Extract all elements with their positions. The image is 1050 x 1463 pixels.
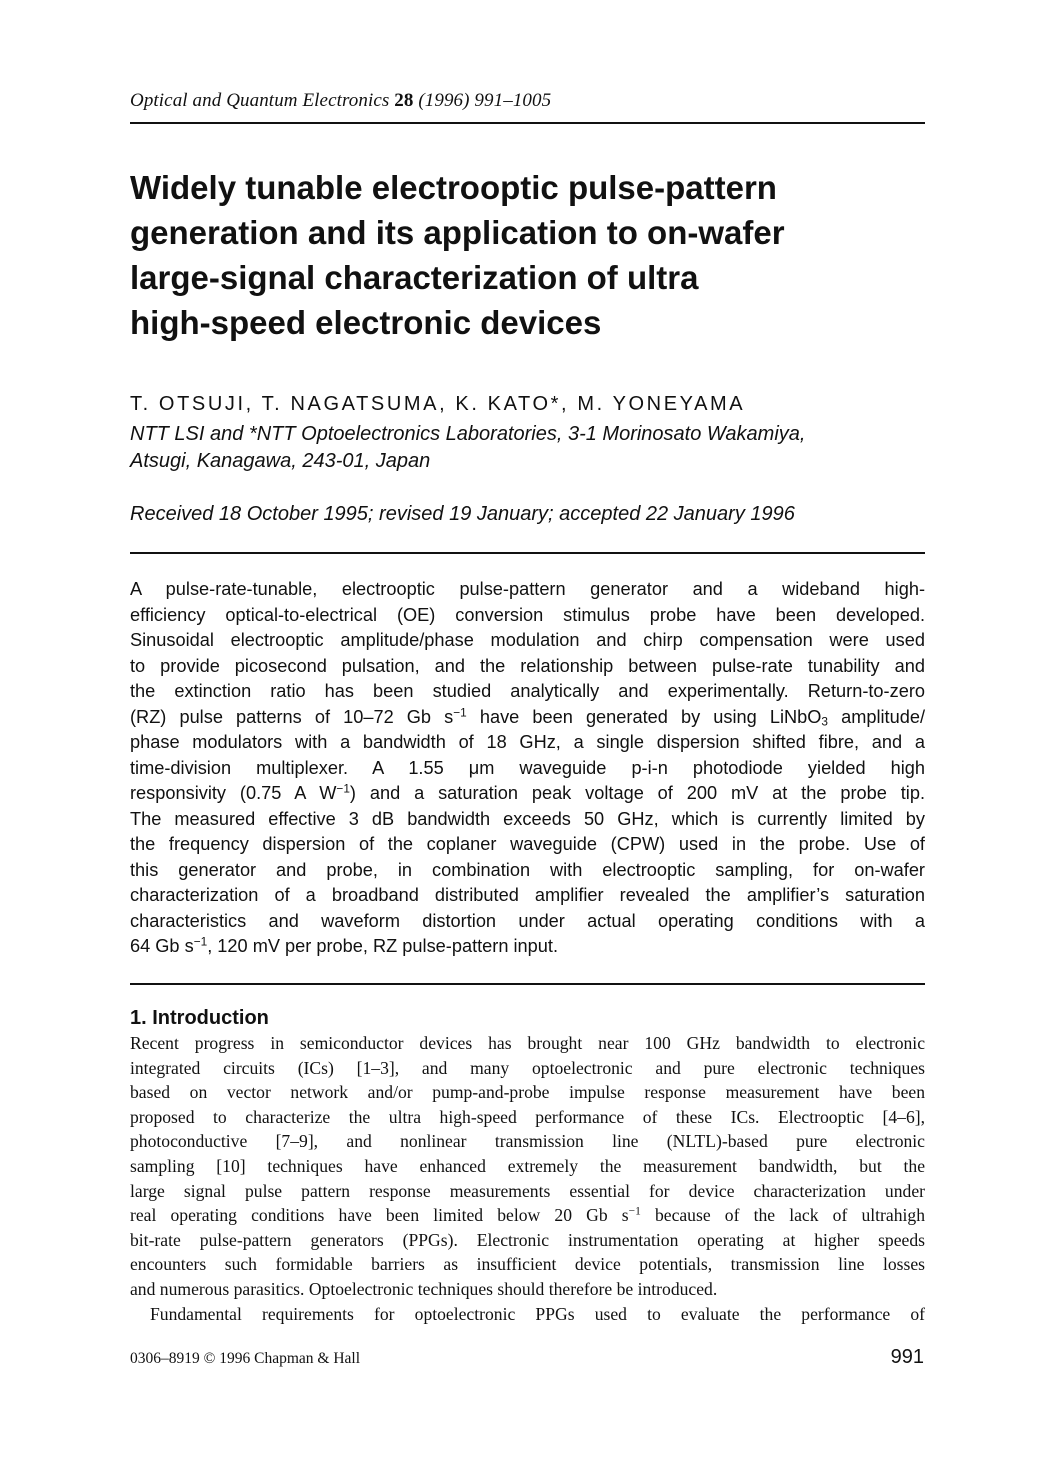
abstract-line: Sinusoidal electrooptic amplitude/phase modulation and chirp compensation were used (130, 630, 925, 650)
abstract-line: phase modulators with a bandwidth of 18 GHz, a single dispersion shifted fibre, and a (130, 732, 925, 752)
section-heading: 1. Introduction (130, 1007, 269, 1029)
body-text: because of the lack of ultrahigh (640, 1205, 925, 1226)
abstract-text: amplitude/ (827, 706, 925, 727)
introduction-body (130, 1031, 925, 1326)
abstract-line (130, 705, 925, 731)
issn-copyright: 0306–8919 © 1996 Chapman & Hall (130, 1350, 361, 1367)
abstract-text: , 120 mV per probe, RZ pulse-pattern input. (207, 936, 559, 956)
body-line: and numerous parasitics. Optoelectronic techniques should therefore be introduced. (130, 1278, 718, 1299)
abstract-text: 64 Gb s (130, 936, 194, 956)
abstract-line: efficiency optical-to-electrical (OE) conversion stimulus probe have been developed. (130, 604, 925, 625)
page-number: 991 (890, 1346, 924, 1368)
journal-volume: 28 (394, 90, 414, 111)
body-line: bit-rate pulse-pattern generators (PPGs). Electronic instrumentation operating at higher speeds (130, 1229, 925, 1250)
abstract-line: characterization of a broadband distributed amplifier revealed the amplifier’s saturation (130, 885, 925, 905)
abstract (130, 577, 925, 960)
body-line: Recent progress in semiconductor devices has brought near 100 GHz bandwidth to electronic (130, 1033, 925, 1053)
abstract-text: have been generated by using LiNbO (466, 706, 822, 727)
abstract-line (130, 781, 925, 807)
abstract-line: the frequency dispersion of the coplaner waveguide (CPW) used in the probe. Use of (130, 834, 925, 854)
body-text: real operating conditions have been limited below 20 Gb s (130, 1205, 629, 1226)
body-line: large signal pulse pattern response measurements essential for device characterization under (130, 1180, 925, 1201)
affiliation-line: NTT LSI and *NTT Optoelectronics Laboratories, 3-1 Morinosato Wakamiya, (130, 423, 806, 445)
abstract-line: time-division multiplexer. A 1.55 μm waveguide p-i-n photodiode yielded high (130, 757, 925, 778)
abstract-line: to provide picosecond pulsation, and the relationship between pulse-rate tunability and (130, 655, 925, 676)
abstract-line: The measured effective 3 dB bandwidth exceeds 50 GHz, which is currently limited by (130, 808, 925, 829)
journal-citation (130, 90, 551, 112)
body-line: encounters such formidable barriers as insufficient device potentials, transmission line losses (130, 1254, 925, 1275)
title-line: Widely tunable electrooptic pulse-pattern (130, 169, 777, 206)
body-line: Fundamental requirements for optoelectronic PPGs used to evaluate the performance of (150, 1303, 925, 1324)
abstract-line: this generator and probe, in combination with electrooptic sampling, for on-wafer (130, 859, 925, 880)
superscript: −1 (193, 934, 208, 949)
abstract-text: responsivity (0.75 A W (130, 783, 337, 803)
abstract-line: A pulse-rate-tunable, electrooptic pulse-pattern generator and a wideband high- (130, 579, 925, 599)
affiliation (130, 421, 805, 475)
abstract-text: ) and a saturation peak voltage of 200 mV at the probe tip. (349, 783, 925, 803)
title-line: generation and its application to on-wafer (130, 214, 785, 251)
body-line: based on vector network and/or pump-and-probe impulse response measurement have been (130, 1082, 925, 1103)
body-line (130, 1203, 925, 1228)
abstract-bottom-rule (130, 983, 925, 985)
superscript: −1 (336, 781, 350, 796)
body-line: photoconductive [7–9], and nonlinear transmission line (NLTL)-based pure electronic (130, 1131, 925, 1152)
paper-title (130, 165, 930, 345)
body-line: sampling [10] techniques have enhanced extremely the measurement bandwidth, but the (130, 1155, 925, 1176)
superscript: −1 (628, 1205, 641, 1218)
header-rule (130, 122, 925, 124)
title-line: large-signal characterization of ultra (130, 259, 699, 296)
author-list: T. OTSUJI, T. NAGATSUMA, K. KATO*, M. YONEYAMA (130, 393, 746, 415)
abstract-line: characteristics and waveform distortion under actual operating conditions with a (130, 910, 925, 931)
abstract-line: the extinction ratio has been studied analytically and experimentally. Return-to-zero (130, 681, 925, 701)
affiliation-line: Atsugi, Kanagawa, 243-01, Japan (130, 450, 431, 472)
received-dates: Received 18 October 1995; revised 19 January; accepted 22 January 1996 (130, 503, 795, 525)
journal-year-pages: (1996) 991–1005 (418, 90, 552, 111)
superscript: −1 (453, 705, 467, 719)
body-line: integrated circuits (ICs) [1–3], and many optoelectronic and pure electronic techniques (130, 1057, 925, 1078)
body-line: proposed to characterize the ultra high-speed performance of these ICs. Electrooptic [4–6], (130, 1106, 925, 1127)
abstract-top-rule (130, 552, 925, 554)
abstract-line (130, 934, 925, 960)
subscript: 3 (821, 713, 828, 728)
abstract-text: (RZ) pulse patterns of 10–72 Gb s (130, 706, 454, 727)
journal-name: Optical and Quantum Electronics (130, 90, 390, 111)
title-line: high-speed electronic devices (130, 304, 602, 341)
